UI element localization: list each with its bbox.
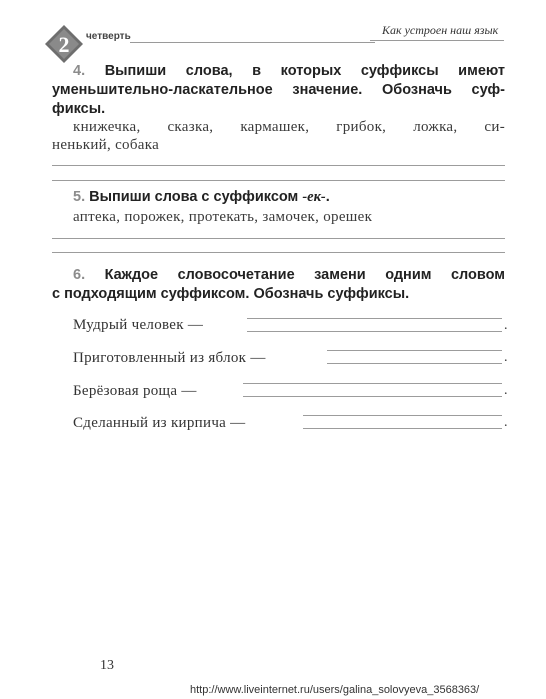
answer-line[interactable] bbox=[247, 331, 502, 332]
task-5-number: 5. bbox=[73, 189, 86, 205]
task-6-line-1 bbox=[73, 266, 505, 285]
task-4-words-1: книжечка, сказка, кармашек, грибок, ложка, си- bbox=[73, 119, 505, 135]
phrase-label: Берёзовая роща — bbox=[73, 383, 197, 399]
answer-line[interactable] bbox=[243, 383, 502, 384]
task-6-text-1: Каждое словосочетание замени одним словом bbox=[104, 267, 506, 283]
diamond-icon bbox=[44, 24, 84, 64]
answer-line[interactable] bbox=[247, 318, 502, 319]
task-4-number: 4. bbox=[73, 63, 86, 79]
period-mark: . bbox=[504, 383, 508, 398]
task-5-prompt: 5. Выпиши слова с суффиксом -ек-. bbox=[73, 189, 330, 205]
answer-line[interactable] bbox=[303, 428, 502, 429]
header-divider-right bbox=[370, 40, 504, 41]
answer-line[interactable] bbox=[327, 363, 502, 364]
phrase-label: Сделанный из кирпича — bbox=[73, 415, 246, 431]
page-number: 13 bbox=[100, 658, 114, 673]
period-mark: . bbox=[504, 318, 508, 333]
answer-line[interactable] bbox=[52, 180, 505, 181]
period-mark: . bbox=[504, 350, 508, 365]
phrase-label: Приготовленный из яблок — bbox=[73, 350, 266, 366]
answer-line[interactable] bbox=[52, 252, 505, 253]
task-6-number: 6. bbox=[73, 267, 86, 283]
task-4-line-3: фиксы. bbox=[52, 101, 106, 117]
period-mark: . bbox=[504, 415, 508, 430]
answer-line[interactable] bbox=[327, 350, 502, 351]
task-4-words-2: ненький, собака bbox=[52, 137, 160, 153]
task-4-line-1 bbox=[73, 62, 505, 81]
answer-line[interactable] bbox=[52, 165, 505, 166]
header-divider bbox=[130, 42, 375, 43]
answer-line[interactable] bbox=[243, 396, 502, 397]
task-5-words: аптека, порожек, протекать, замочек, орешек bbox=[73, 209, 373, 225]
task-5-suffix: -ек- bbox=[302, 189, 326, 205]
answer-line[interactable] bbox=[52, 238, 505, 239]
task-4-text-1: Выпиши слова, в которых суффиксы имеют bbox=[104, 63, 506, 79]
task-6-line-2: с подходящим суффиксом. Обозначь суффиксы. bbox=[52, 286, 410, 302]
quarter-number: 2 bbox=[58, 32, 70, 57]
task-5-text: Выпиши слова с суффиксом bbox=[89, 189, 299, 205]
answer-line[interactable] bbox=[303, 415, 502, 416]
source-url: http://www.liveinternet.ru/users/galina_solovyeva_3568363/ bbox=[190, 684, 480, 696]
phrase-label: Мудрый человек — bbox=[73, 317, 204, 333]
section-title: Как устроен наш язык bbox=[382, 23, 499, 37]
quarter-label: четверть bbox=[86, 31, 131, 42]
task-4-line-2: уменьшительно-ласкательное значение. Обозначь суф- bbox=[52, 82, 505, 98]
quarter-badge bbox=[44, 24, 84, 64]
